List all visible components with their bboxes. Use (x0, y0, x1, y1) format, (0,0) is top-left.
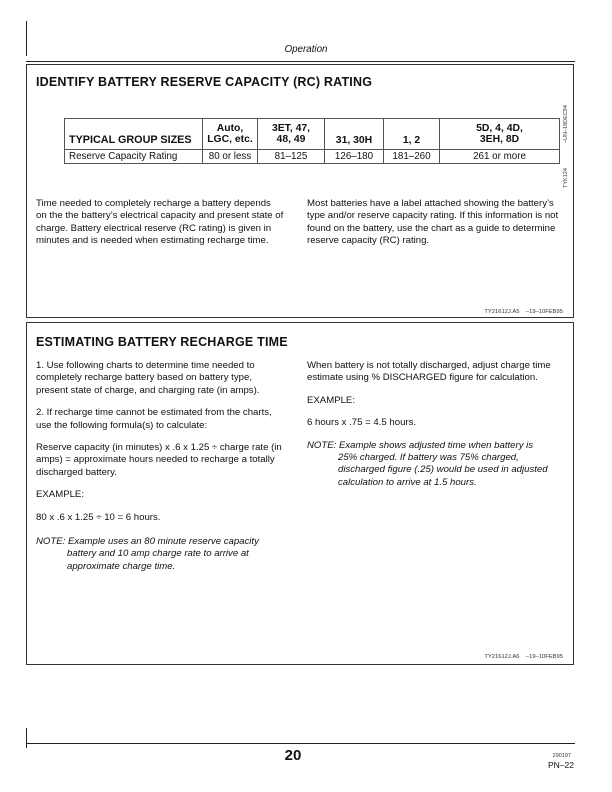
right-column (307, 360, 562, 499)
note-continuation: 25% charged. If battery was 75% charged, discharged figure (.25) would be used in adjusted calculation to arrive at 1.5 hours. (338, 452, 548, 488)
section-title: IDENTIFY BATTERY RESERVE CAPACITY (RC) RATING (36, 75, 373, 89)
paragraph: EXAMPLE: (307, 394, 355, 406)
reserve-capacity-table (64, 118, 560, 164)
section-recharge-time (26, 322, 574, 665)
section-title: ESTIMATING BATTERY RECHARGE TIME (36, 335, 288, 349)
note-continuation: battery and 10 amp charge rate to arrive at approximate charge time. (67, 548, 249, 572)
paragraph: 1. Use following charts to determine time needed to completely recharge battery based on battery type, present state of charge, and charging rate (in amps). (36, 360, 260, 396)
body-text-right: Most batteries have a label attached showing the battery’s type and/or reserve capacity rating. If this information is not found on the battery, use the chart as a guide to determine reserve capacity (RC) rating. (307, 198, 559, 247)
table-header-cell (258, 119, 325, 150)
section-reserve-capacity (26, 64, 574, 318)
table-header-row (65, 119, 560, 150)
reference-code: TY21612J.A5 –19–10FEB95 (484, 309, 563, 315)
table-cell: 80 or less (203, 150, 258, 164)
header-line: 1, 2 (402, 134, 421, 146)
table-row-label: Reserve Capacity Rating (65, 150, 203, 164)
paragraph: Reserve capacity (in minutes) x .6 x 1.25 ÷ charge rate (in amps) = approximate hours needed to recharge a totally discharged battery. (36, 442, 282, 478)
header-rule (26, 61, 575, 62)
table-header-cell (384, 119, 440, 150)
header-line: 3EH, 8D (479, 134, 520, 145)
footer-left-rule (26, 728, 27, 748)
paragraph: 6 hours x .75 = 4.5 hours. (307, 417, 417, 429)
paragraph: 2. If recharge time cannot be estimated from the charts, use the following formula(s) to calculate: (36, 407, 272, 431)
table-header-cell (203, 119, 258, 150)
header-line: 31, 30H (335, 134, 373, 146)
table-cell: 261 or more (440, 150, 560, 164)
footer-rule (26, 743, 575, 744)
table-cell: 81–125 (258, 150, 325, 164)
table-cell: 126–180 (325, 150, 384, 164)
note-first-line: NOTE: Example shows adjusted time when battery is (307, 439, 534, 451)
note-first-line: NOTE: Example uses an 80 minute reserve capacity (36, 536, 259, 548)
figure-code-bottom: TYK124 (563, 168, 569, 188)
table-header-label: TYPICAL GROUP SIZES (65, 119, 203, 150)
paragraph: When battery is not totally discharged, adjust charge time estimate using % DISCHARGED figure for calculation. (307, 360, 551, 384)
table-header-cell (325, 119, 384, 150)
paragraph: 80 x .6 x 1.25 ÷ 10 = 6 hours. (36, 511, 161, 523)
footer-small-code: 290197 (552, 753, 571, 759)
header-line: 48, 49 (276, 134, 306, 145)
section-label: Operation (284, 44, 328, 55)
table-header-cell (440, 119, 560, 150)
header-line: Auto, (216, 122, 244, 134)
table-row (65, 150, 560, 164)
note (36, 536, 286, 573)
reference-code: TY21612J.A6 –19–10FEB95 (484, 654, 563, 660)
body-text-left: Time needed to completely recharge a battery depends on the the battery’s electrical capacity and present state of charge. Battery electrical reserve (RC rating) is given in minutes and is needed when estimating recharge time. (36, 198, 284, 247)
note (307, 440, 562, 490)
page-number: 20 (284, 747, 302, 764)
table-cell: 181–260 (384, 150, 440, 164)
figure-code-top: –UN–18DEC94 (563, 105, 569, 143)
header-line: LGC, etc. (207, 134, 253, 145)
header-line: 3ET, 47, (271, 122, 311, 134)
page-code: PN–22 (548, 760, 574, 770)
paragraph: EXAMPLE: (36, 489, 84, 501)
header-line: 5D, 4, 4D, (476, 122, 523, 134)
left-column (36, 360, 286, 583)
